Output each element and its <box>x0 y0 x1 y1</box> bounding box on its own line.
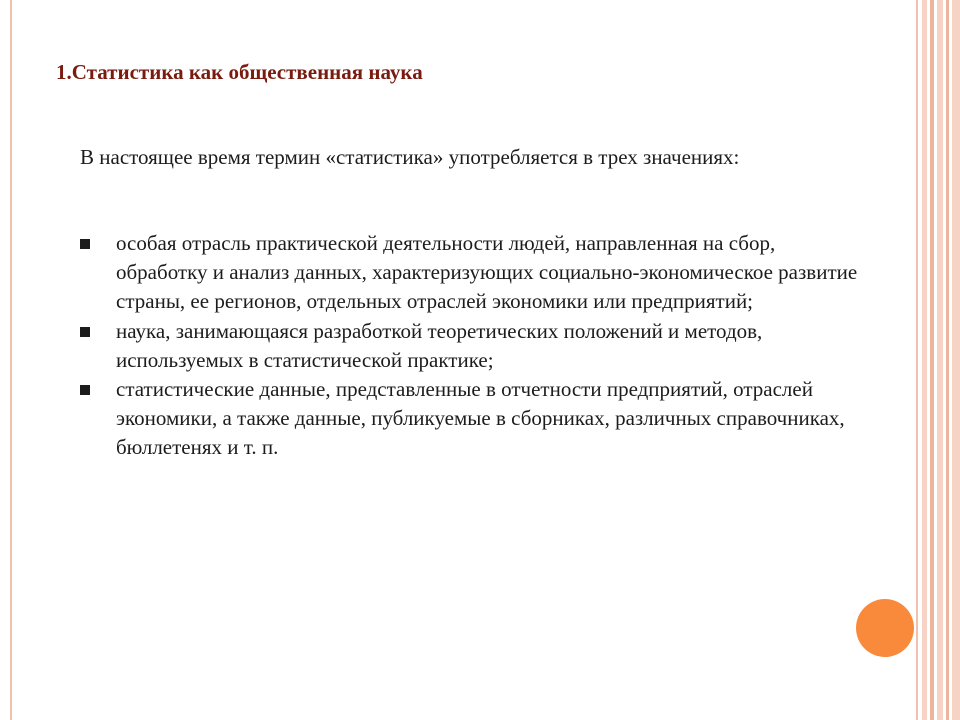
stripe <box>930 0 934 720</box>
square-bullet-icon <box>80 385 90 395</box>
stripe <box>937 0 943 720</box>
bullet-item <box>80 317 860 375</box>
slide-title: 1.Статистика как общественная наука <box>56 60 423 84</box>
bullet-list <box>80 229 860 463</box>
stripe <box>946 0 949 720</box>
stripe <box>952 0 960 720</box>
bullet-item <box>80 229 860 317</box>
square-bullet-icon <box>80 239 90 249</box>
decorative-stripes <box>922 0 960 720</box>
bullet-text: статистические данные, представленные в отчетности предприятий, отраслей экономики, а также данные, публикуемые в сборниках, различных справочниках, бюллетенях и т. п. <box>116 377 845 460</box>
decorative-circle <box>856 599 914 657</box>
bullet-item <box>80 375 860 463</box>
square-bullet-icon <box>80 327 90 337</box>
intro-text: В настоящее время термин «статистика» употребляется в трех значениях: <box>80 145 740 169</box>
bullet-text: особая отрасль практической деятельности людей, направленная на сбор, обработку и анализ данных, характеризующих социально-экономическое развитие страны, ее регионов, отдельных отраслей экономики или предприятий; <box>116 231 858 314</box>
stripe <box>922 0 927 720</box>
bullet-text: наука, занимающаяся разработкой теоретических положений и методов, используемых в статистической практике; <box>116 318 763 372</box>
